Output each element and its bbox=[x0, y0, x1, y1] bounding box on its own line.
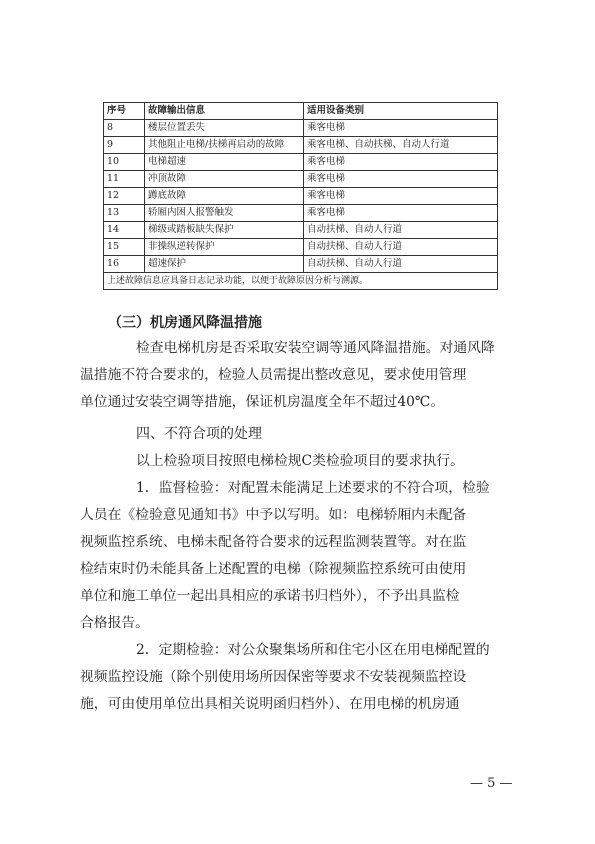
cell-type: 乘客电梯 bbox=[304, 120, 498, 137]
text-line: 检查电梯机房是否采取安装空调等通风降温措施。对通风降 bbox=[136, 340, 495, 356]
cell-type: 乘客电梯 bbox=[304, 171, 498, 188]
section-3-heading: （三）机房通风降温措施 bbox=[108, 315, 262, 331]
cell-no: 9 bbox=[104, 137, 145, 154]
table-header-row bbox=[104, 103, 498, 120]
cell-info: 梯级或踏板缺失保护 bbox=[145, 222, 304, 239]
table-row bbox=[104, 154, 498, 171]
header-info: 故障输出信息 bbox=[145, 103, 304, 120]
cell-no: 16 bbox=[104, 256, 145, 273]
header-type: 适用设备类别 bbox=[304, 103, 498, 120]
section-4-paragraph-2 bbox=[80, 637, 518, 718]
cell-no: 14 bbox=[104, 222, 145, 239]
table-row bbox=[104, 222, 498, 239]
table-row bbox=[104, 256, 498, 273]
section-4-paragraph-1 bbox=[80, 475, 518, 637]
text-line: 2．定期检验：对公众聚集场所和住宅小区在用电梯配置的 bbox=[136, 642, 490, 658]
text-line: 视频监控设施（除个别使用场所因保密等要求不安装视频监控设 bbox=[80, 669, 467, 685]
cell-no: 10 bbox=[104, 154, 145, 171]
section-4-intro bbox=[108, 448, 518, 475]
cell-no: 8 bbox=[104, 120, 145, 137]
table-row bbox=[104, 188, 498, 205]
header-no: 序号 bbox=[104, 103, 145, 120]
cell-type: 自动扶梯、自动人行道 bbox=[304, 222, 498, 239]
cell-info: 蹲底故障 bbox=[145, 188, 304, 205]
section-3-paragraph bbox=[80, 335, 518, 416]
text-line: 视频监控系统、电梯未配备符合要求的远程监测装置等。对在监 bbox=[80, 534, 467, 550]
table-row bbox=[104, 239, 498, 256]
table-row bbox=[104, 171, 498, 188]
cell-type: 自动扶梯、自动人行道 bbox=[304, 256, 498, 273]
cell-type: 乘客电梯 bbox=[304, 188, 498, 205]
cell-no: 13 bbox=[104, 205, 145, 222]
text-line: 单位通过安装空调等措施，保证机房温度全年不超过40℃。 bbox=[80, 394, 445, 410]
text-line: 1．监督检验：对配置未能满足上述要求的不符合项，检验 bbox=[136, 480, 490, 496]
cell-type: 乘客电梯 bbox=[304, 205, 498, 222]
cell-info: 楼层位置丢失 bbox=[145, 120, 304, 137]
fault-info-table bbox=[103, 102, 498, 290]
cell-info: 超速保护 bbox=[145, 256, 304, 273]
cell-info: 冲顶故障 bbox=[145, 171, 304, 188]
cell-info: 轿厢内困人报警触发 bbox=[145, 205, 304, 222]
cell-no: 15 bbox=[104, 239, 145, 256]
table-footnote-row bbox=[104, 273, 498, 290]
text-line: 检结束时仍未能具备上述配置的电梯（除视频监控系统可由使用 bbox=[80, 561, 467, 577]
table-row bbox=[104, 137, 498, 154]
text-line: 施，可由使用单位出具相关说明函归档外）、在用电梯的机房通 bbox=[80, 696, 460, 712]
text-line: 合格报告。 bbox=[80, 615, 149, 631]
cell-type: 乘客电梯 bbox=[304, 154, 498, 171]
cell-no: 11 bbox=[104, 171, 145, 188]
text-line: 人员在《检验意见通知书》中予以写明。如：电梯轿厢内未配备 bbox=[80, 507, 467, 523]
text-line: 温措施不符合要求的，检验人员需提出整改意见，要求使用管理 bbox=[80, 367, 467, 383]
cell-type: 乘客电梯、自动扶梯、自动人行道 bbox=[304, 137, 498, 154]
table-footnote: 上述故障信息应具备日志记录功能，以便于故障原因分析与溯源。 bbox=[104, 273, 498, 290]
text-line: 以上检验项目按照电梯检规C类检验项目的要求执行。 bbox=[136, 453, 464, 469]
cell-no: 12 bbox=[104, 188, 145, 205]
cell-info: 其他阻止电梯/扶梯再启动的故障 bbox=[145, 137, 304, 154]
cell-type: 自动扶梯、自动人行道 bbox=[304, 239, 498, 256]
table-row bbox=[104, 205, 498, 222]
page-number: — 5 — bbox=[470, 776, 513, 791]
cell-info: 非操纵逆转保护 bbox=[145, 239, 304, 256]
section-4-heading: 四、不符合项的处理 bbox=[136, 426, 262, 442]
cell-info: 电梯超速 bbox=[145, 154, 304, 171]
table-row bbox=[104, 120, 498, 137]
text-line: 单位和施工单位一起出具相应的承诺书归档外），不予出具监检 bbox=[80, 588, 460, 604]
